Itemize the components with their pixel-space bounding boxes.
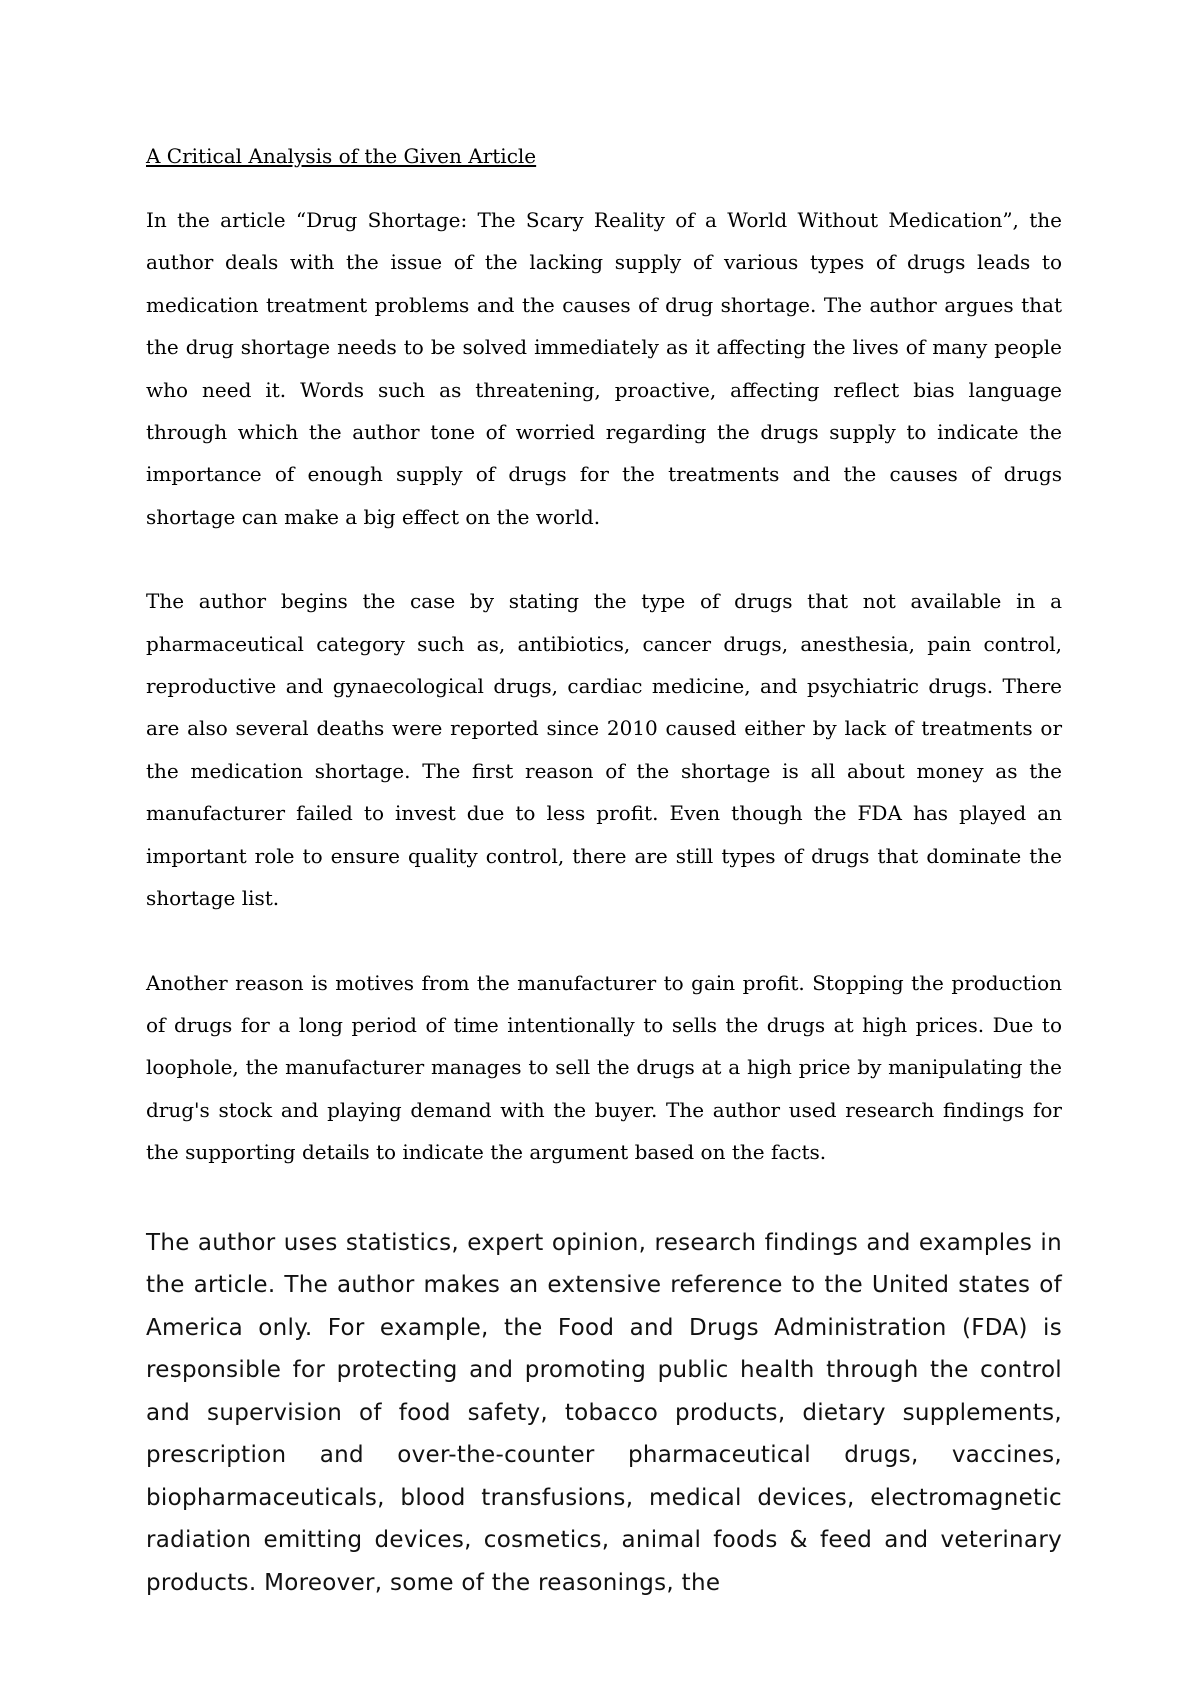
document-body <box>146 143 1062 1604</box>
document-title: A Critical Analysis of the Given Article <box>146 144 537 168</box>
paragraph-evidence: The author uses statistics, expert opinion, research findings and examples in the article. The author makes an extensive reference to the United states of America only. For example, the Food and Drugs Administration (FDA) is responsible for protecting and promoting public health through the control and supervision of food safety, tobacco products, dietary supplements, prescription and over-the-counter pharmaceutical drugs, vaccines, biopharmaceuticals, blood transfusions, medical devices, electromagnetic radiation emitting devices, cosmetics, animal foods & feed and veterinary products. Moreover, some of the reasonings, the <box>146 1229 1062 1596</box>
paragraph-drug-categories: The author begins the case by stating the type of drugs that not available in a pharmaceutical category such as, antibiotics, cancer drugs, anesthesia, pain control, reproductive and gynaecological drugs, cardiac medicine, and psychiatric drugs. There are also several deaths were reported since 2010 caused either by lack of treatments or the medication shortage. The first reason of the shortage is all about money as the manufacturer failed to invest due to less profit. Even though the FDA has played an important role to ensure quality control, there are still types of drugs that dominate the shortage list. <box>146 589 1062 911</box>
paragraph-profit-motive: Another reason is motives from the manufacturer to gain profit. Stopping the production of drugs for a long period of time intentionally to sells the drugs at high prices. Due to loophole, the manufacturer manages to sell the drugs at a high price by manipulating the drug's stock and playing demand with the buyer. The author used research findings for the supporting details to indicate the argument based on the facts. <box>146 970 1062 1165</box>
paragraph-intro: In the article “Drug Shortage: The Scary Reality of a World Without Medication”, the author deals with the issue of the lacking supply of various types of drugs leads to medication treatment problems and the causes of drug shortage. The author argues that the drug shortage needs to be solved immediately as it affecting the lives of many people who need it. Words such as threatening, proactive, affecting reflect bias language through which the author tone of worried regarding the drugs supply to indicate the importance of enough supply of drugs for the treatments and the causes of drugs shortage can make a big effect on the world. <box>146 208 1062 529</box>
